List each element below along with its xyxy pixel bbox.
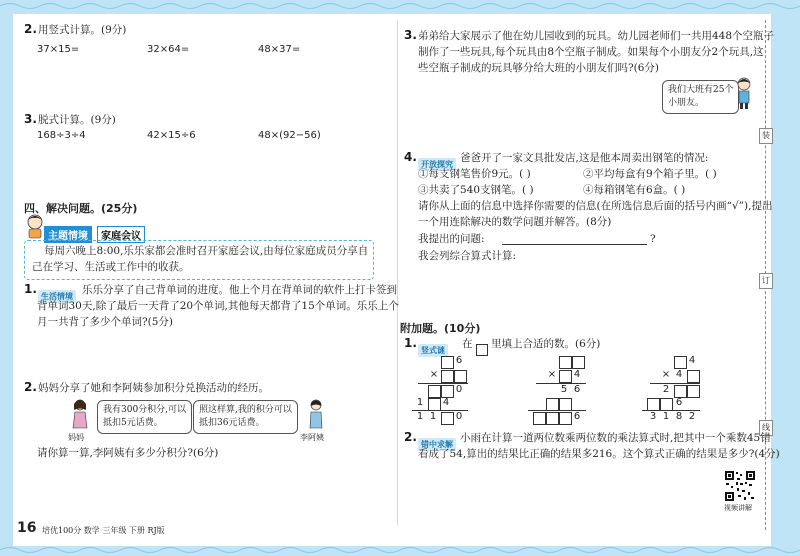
p3-rule-1 (650, 383, 700, 384)
right-q4-calc-label: 我会列综合算式计算: (418, 250, 517, 262)
problem-1-number: 1. (24, 282, 37, 296)
mom-speech-bubble (97, 400, 192, 434)
p3-blank-r3b[interactable] (687, 385, 700, 398)
extra-q1-number: 1. (404, 336, 417, 350)
page-number: 16 (17, 520, 37, 536)
kid-speech-bubble (662, 80, 739, 114)
little-boy-figure-icon (734, 76, 754, 110)
mom-bubble-line-1: 我有300分积分,可以 (103, 405, 187, 415)
p1-times-sign: × (429, 369, 439, 380)
p2-digit-r2: 4 (573, 369, 581, 380)
mom-name: 妈妈 (68, 433, 84, 442)
extra-q2-line-2: 看成了54,算出的结果比正确的结果多216。这个算式正确的结果是多少?(4分) (418, 448, 780, 460)
p3-digit-r4: 6 (675, 397, 683, 408)
right-q3-line-3: 些空瓶子制成的玩具够分给大班的小朋友们吗?(6分) (418, 62, 660, 74)
p1-result-2: 1 (429, 411, 437, 422)
right-q4-option-3: ③共卖了540支钢笔。( ) (418, 184, 534, 196)
problem-2-number: 2. (24, 380, 37, 394)
extra-q1-inline-box (476, 339, 488, 358)
question-2-number: 2. (24, 22, 37, 36)
p2-blank-r5a[interactable] (533, 412, 546, 425)
right-q4-option-1: ①每支钢笔售价9元。( ) (418, 168, 531, 180)
p2-digit-r3a: 5 (560, 384, 568, 395)
extra-section-title: 附加题。(10分) (400, 322, 481, 335)
extra-q2-number: 2. (404, 430, 417, 444)
problem-1-line-2: 背单词30天,除了最后一天背了20个单词,其他每天都背了15个单词。乐乐上个 (37, 300, 399, 312)
problem-2-ask: 请你算一算,李阿姨有多少分积分?(6分) (37, 447, 219, 459)
p3-blank-r2a[interactable] (687, 370, 700, 383)
question-2-title: 用竖式计算。(9分) (38, 24, 127, 36)
p1-blank-r2b[interactable] (454, 370, 467, 383)
p2-times-sign: × (547, 369, 557, 380)
q3-item-3: 48×(92−56) (258, 130, 321, 141)
right-question-4-number: 4. (404, 150, 417, 164)
problem-1-line-3: 月一共背了多少个单词?(5分) (37, 316, 174, 328)
p3-result-2: 1 (662, 411, 670, 422)
problem-1-tag-label: 生活情境 (38, 290, 76, 303)
binding-mark-1: 装 (759, 128, 773, 144)
p2-blank-r1b[interactable] (572, 356, 585, 369)
q2-item-1: 37×15= (37, 44, 80, 55)
p3-result-3: 8 (675, 411, 683, 422)
kid-bubble-line-1: 我们大班有25个 (668, 85, 734, 95)
aunt-li-figure-icon (306, 398, 326, 430)
right-q3-line-1: 弟弟给大家展示了他在幼儿园收到的玩具。幼儿园老师们一共用448个空瓶子 (418, 30, 775, 42)
p1-digit-r4-1: 1 (416, 397, 424, 408)
p1-digit-r3: 0 (455, 384, 463, 395)
section-4-heading: 四、解决问题。(25分) (24, 202, 138, 215)
qr-code-icon[interactable] (724, 470, 756, 502)
aunt-name: 李阿姨 (300, 433, 324, 442)
p3-times-sign: × (661, 369, 671, 380)
p2-result-last: 6 (573, 411, 581, 422)
theme-title: 家庭会议 (97, 226, 145, 243)
problem-2-title: 妈妈分享了她和李阿姨参加积分兑换活动的经历。 (38, 382, 269, 394)
aunt-speech-bubble (193, 400, 298, 434)
p1-digit-top: 6 (455, 355, 463, 366)
binding-mark-3: 线 (759, 420, 773, 436)
p3-digit-r2: 4 (675, 369, 683, 380)
q2-item-3: 48×37= (258, 44, 301, 55)
p2-blank-r1a[interactable] (559, 356, 572, 369)
problem-1-line-1: 乐乐分享了自己背单词的进度。他上个月在背单词的软件上打卡签到 (82, 284, 397, 296)
right-question-3-number: 3. (404, 28, 417, 42)
question-3-title: 脱式计算。(9分) (38, 114, 116, 126)
q3-item-2: 42×15÷6 (147, 130, 196, 141)
right-q4-option-2: ②平均每盒有9个箱子里。( ) (583, 168, 717, 180)
mom-bubble-line-2: 抵扣5元话费。 (103, 418, 163, 428)
q2-item-2: 32×64= (147, 44, 190, 55)
footer-text: 培优100分 数学 三年级 下册 RJ版 (42, 526, 165, 535)
right-q4-line-2: 一个用连除解决的数学问题并解答。(8分) (418, 216, 612, 228)
right-q4-answer-line[interactable] (502, 244, 647, 245)
inline-blank-box (476, 344, 488, 356)
theme-tag: 主题情境 (44, 226, 92, 243)
p1-result-4: 0 (455, 411, 463, 422)
p2-digit-r3b: 6 (573, 384, 581, 395)
p1-blank-r2a[interactable] (441, 370, 454, 383)
right-q4-line-1: 请你从上面的信息中选择你需要的信息(在所选信息后面的括号内画“√”),提出 (418, 200, 773, 212)
right-q4-intro: 爸爸开了一家文具批发店,这是他本周卖出钢笔的情况: (460, 152, 709, 164)
p3-digit-r3a: 2 (662, 384, 670, 395)
p3-result-4: 2 (688, 411, 696, 422)
mom-figure-icon (70, 398, 90, 430)
column-divider (397, 20, 398, 525)
p1-digit-r4-4: 4 (442, 397, 450, 408)
extra-q1-tag-label: 竖式谜 (418, 344, 448, 357)
extra-q2-line-1: 小雨在计算一道两位数乘两位数的乘法算式时,把其中一个乘数45错 (460, 432, 771, 444)
extra-q1-text-a: 在 (462, 338, 473, 350)
right-q4-question-mark: ? (650, 233, 656, 245)
aunt-bubble-line-1: 照这样算,我的积分可以 (199, 405, 292, 415)
boy-avatar-icon (24, 213, 46, 239)
extra-q1-tag (418, 338, 448, 357)
theme-text-line-1: 每周六晚上8:00,乐乐家都会准时召开家庭会议,由每位家庭成员分享自 (44, 245, 369, 257)
p1-result-1: 1 (416, 411, 424, 422)
theme-text-line-2: 己在学习、生活或工作中的收获。 (32, 261, 190, 273)
qr-caption: 视频讲解 (724, 504, 752, 512)
p3-result-1: 3 (649, 411, 657, 422)
q3-item-1: 168÷3÷4 (37, 130, 86, 141)
right-q4-tag-label: 开放探究 (418, 158, 456, 171)
extra-q1-text-b: 里填上合适的数。(6分) (491, 338, 601, 350)
extra-q2-tag-label: 错中求解 (418, 438, 456, 451)
right-q4-question-label: 我提出的问题: (418, 233, 485, 245)
kid-bubble-line-2: 小朋友。 (668, 98, 705, 108)
p2-blank-r5b[interactable] (546, 412, 559, 425)
right-q3-line-2: 制作了一些玩具,每个玩具由8个空瓶子制成。如果每个小朋友分2个玩具,这 (418, 46, 764, 58)
binding-mark-2: 订 (759, 273, 773, 289)
worksheet-paper (13, 14, 771, 546)
p3-digit-r1: 4 (688, 355, 696, 366)
question-3-number: 3. (24, 112, 37, 126)
right-q4-option-4: ④每箱钢笔有6盒。( ) (583, 184, 686, 196)
aunt-bubble-line-2: 抵扣36元话费。 (199, 418, 265, 428)
